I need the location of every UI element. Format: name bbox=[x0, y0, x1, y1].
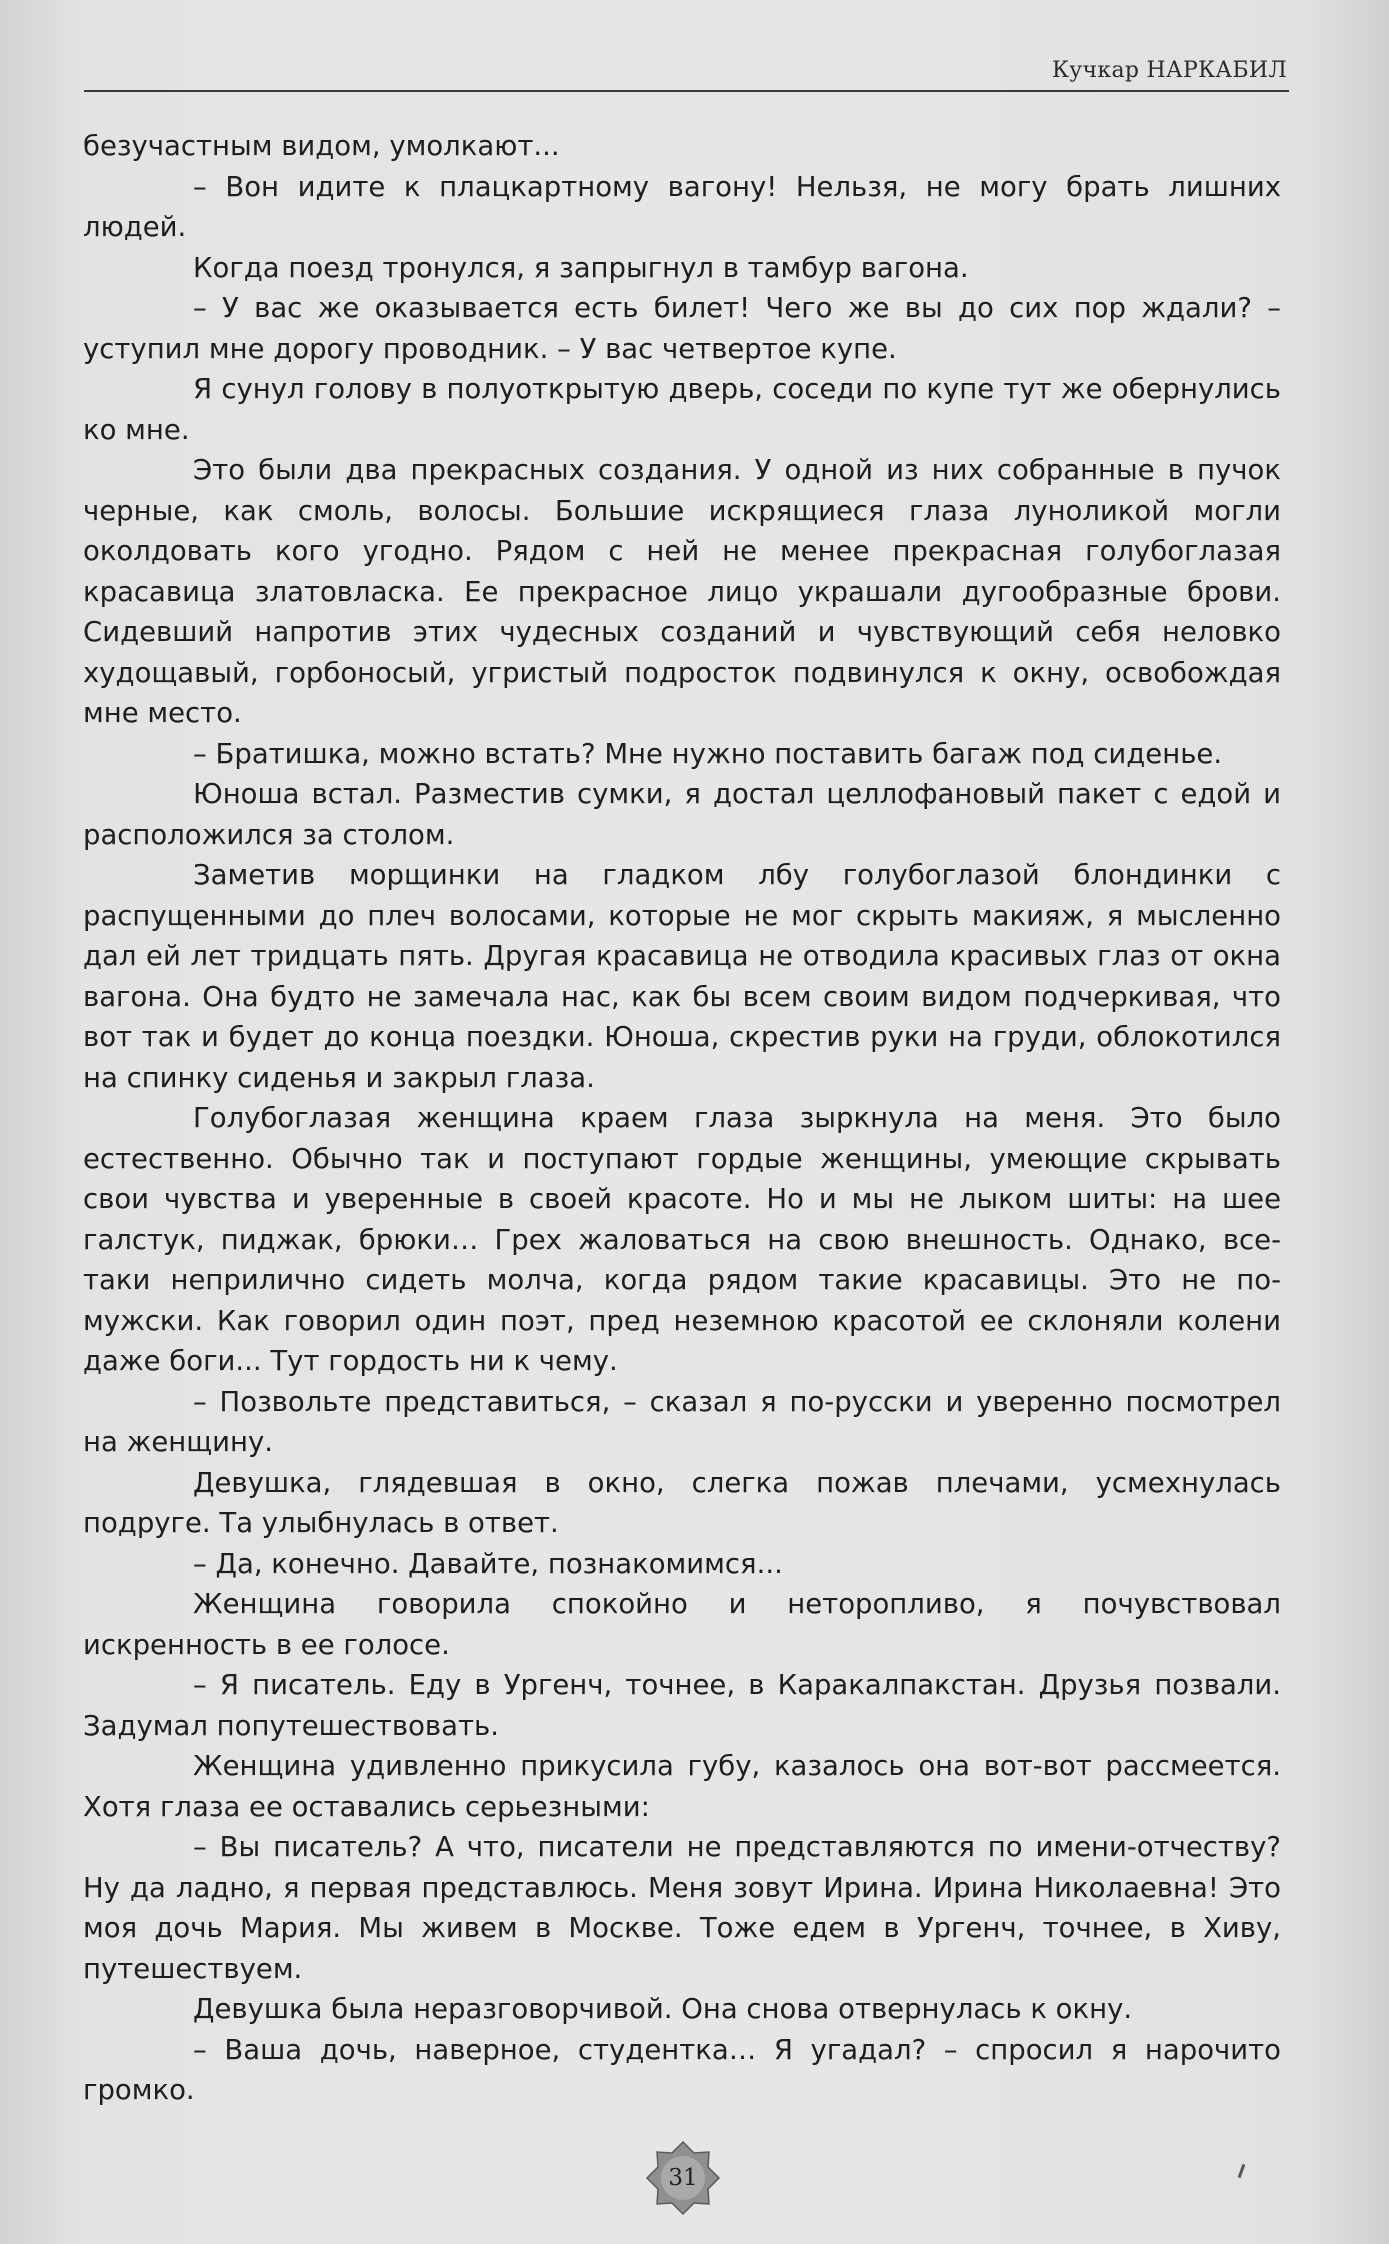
paragraph: Это были два прекрасных создания. У одной из них собранные в пучок черные, как смоль, волосы. Большие искрящиеся глаза луноликой могли околдовать кого угодно. Рядом с ней не менее прекрасная голубоглазая красавица златовласка. Ее прекрасное лицо украшали дугообразные брови. Сидевший напротив этих чудесных созданий и чувствующий себя неловко худощавый, горбоносый, угристый подросток подвинулся к окну, освобождая мне место. bbox=[83, 454, 1281, 729]
paragraph: Девушка была неразговорчивой. Она снова отвернулась к окну. bbox=[193, 1993, 1133, 2025]
paragraph: Я сунул голову в полуоткрытую дверь, соседи по купе тут же обернулись ко мне. bbox=[83, 373, 1281, 446]
paragraph: – Да, конечно. Давайте, познакомимся... bbox=[193, 1547, 783, 1580]
paragraph: – Я писатель. Еду в Ургенч, точнее, в Каракалпакстан. Друзья позвали. Задумал попутешествовать. bbox=[83, 1669, 1281, 1742]
paragraph: Заметив морщинки на гладком лбу голубоглазой блондинки с распущенными до плеч волосами, которые не мог скрыть макияж, я мысленно дал ей лет тридцать пять. Другая красавица не отводила красивых глаз от окна вагона. Она будто не замечала нас, как бы всем своим видом подчеркивая, что вот так и будет до конца поездки. Юноша, скрестив руки на груди, облокотился на спинку сиденья и закрыл глаза. bbox=[83, 859, 1281, 1094]
paragraph: Девушка, глядевшая в окно, слегка пожав плечами, усмехнулась подруге. Та улыбнулась в ответ. bbox=[83, 1466, 1281, 1539]
header-rule bbox=[84, 90, 1289, 92]
paragraph: Голубоглазая женщина краем глаза зыркнула на меня. Это было естественно. Обычно так и поступают гордые женщины, умеющие скрывать свои чувства и уверенные в своей красоте. Но и мы не лыком шиты: на шее галстук, пиджак, брюки… Грех жаловаться на свою внешность. Однако, все-таки неприлично сидеть молча, когда рядом такие красавицы. Это не по-мужски. Как говорил один поэт, пред неземною красотой ее склоняли колени даже боги... Тут гордость ни к чему. bbox=[83, 1102, 1281, 1377]
paragraph: – Вы писатель? А что, писатели не представляются по имени-отчеству? Ну да ладно, я первая представлюсь. Меня зовут Ирина. Ирина Николаевна! Это моя дочь Мария. Мы живем в Москве. Тоже едем в Ургенч, точнее, в Хиву, путешествуем. bbox=[83, 1831, 1281, 1985]
running-head: Кучкар НАРКАБИЛ bbox=[1051, 58, 1287, 83]
paragraph: – У вас же оказывается есть билет! Чего же вы до сих пор ждали? – уступил мне дорогу проводник. – У вас четвертое купе. bbox=[83, 292, 1281, 365]
paragraph: – Ваша дочь, наверное, студентка… Я угадал? – спросил я нарочито громко. bbox=[83, 2033, 1281, 2106]
paragraph: Женщина говорила спокойно и неторопливо, я почувствовал искренность в ее голосе. bbox=[83, 1588, 1281, 1661]
paragraph: – Позвольте представиться, – сказал я по-русски и уверенно посмотрел на женщину. bbox=[83, 1385, 1281, 1458]
body-text bbox=[83, 126, 1281, 2111]
paragraph: Когда поезд тронулся, я запрыгнул в тамбур вагона. bbox=[193, 251, 969, 284]
paragraph: Юноша встал. Разместив сумки, я достал целлофановый пакет с едой и расположился за столом. bbox=[83, 778, 1281, 851]
paragraph: Женщина удивленно прикусила губу, казалось она вот-вот рассмеется. Хотя глаза ее оставались серьезными: bbox=[83, 1750, 1281, 1823]
page-number: 31 bbox=[668, 2165, 698, 2191]
paragraph: – Вон идите к плацкартному вагону! Нельзя, не могу брать лишних людей. bbox=[83, 170, 1281, 243]
stray-mark bbox=[1238, 2164, 1246, 2178]
page-number-badge bbox=[645, 2140, 721, 2216]
paragraph: безучастным видом, умолкают... bbox=[83, 130, 560, 162]
paragraph: – Братишка, можно встать? Мне нужно поставить багаж под сиденье. bbox=[193, 737, 1223, 770]
